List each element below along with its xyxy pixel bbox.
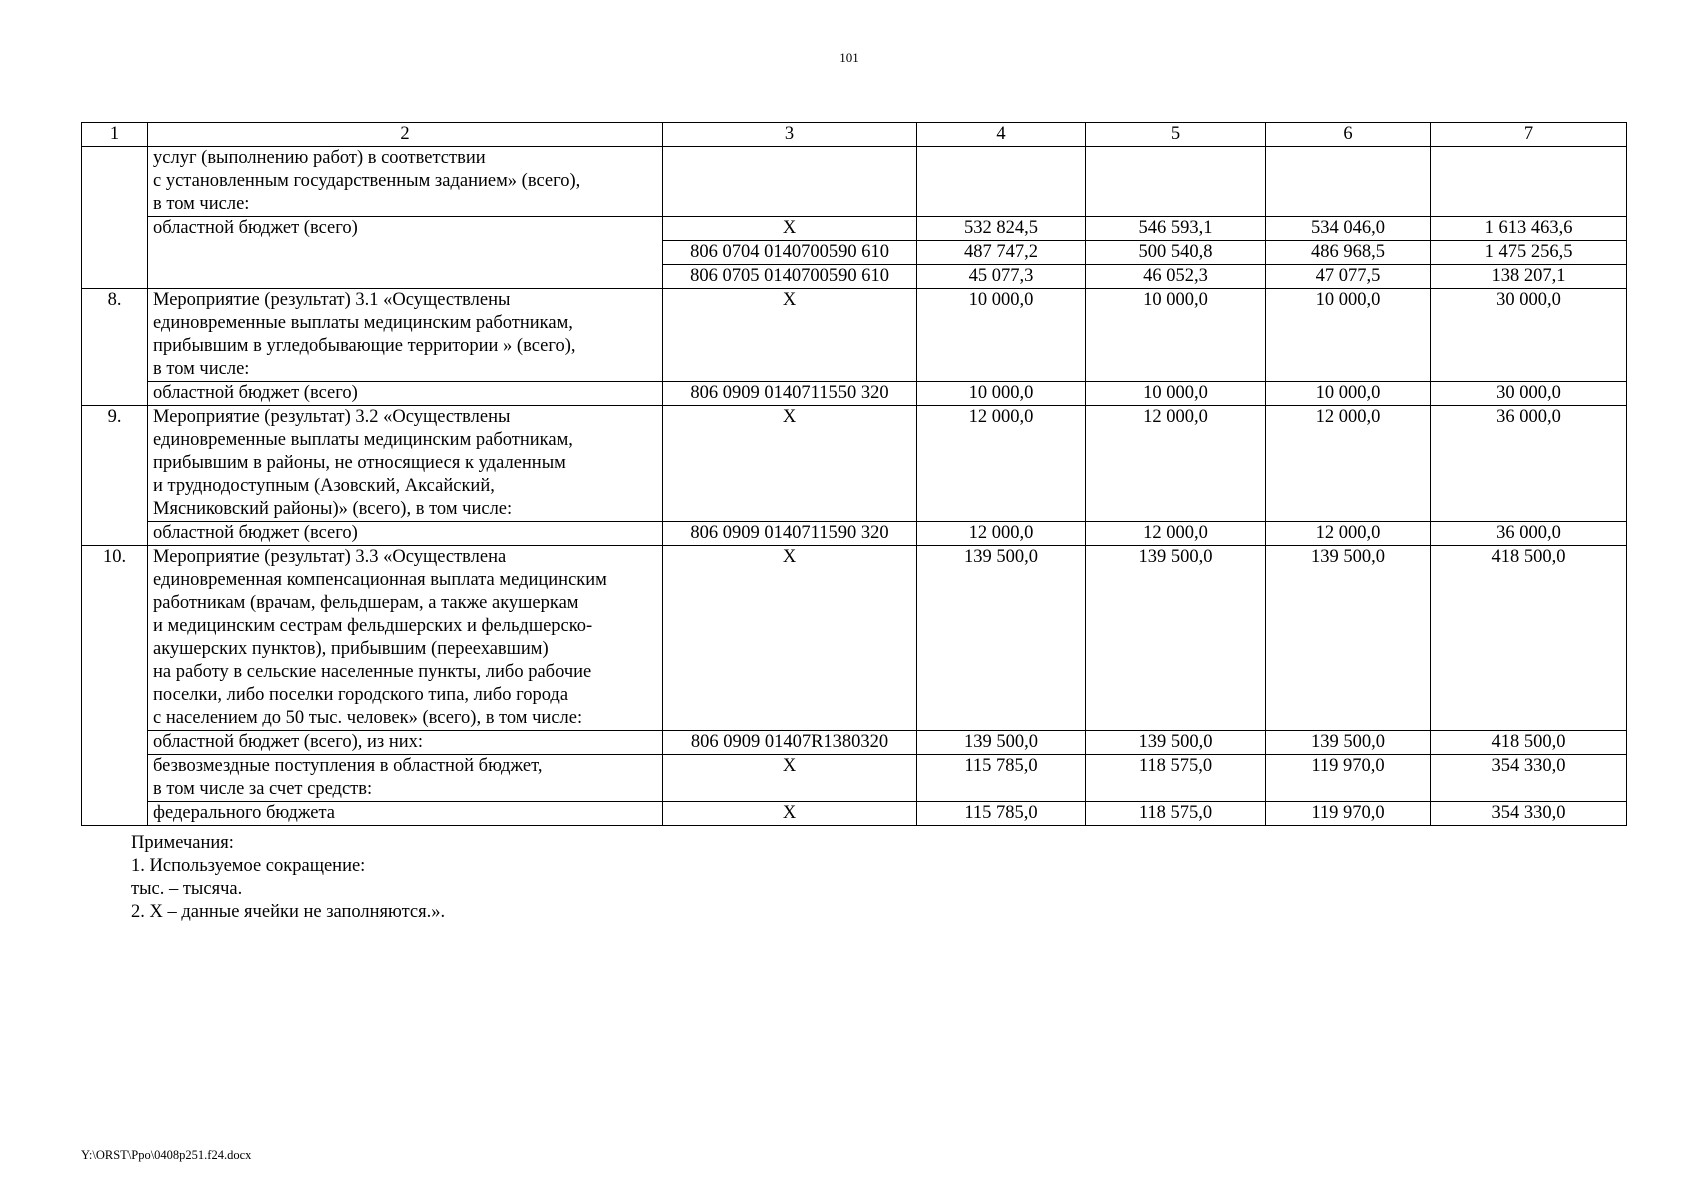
value-col-7: 418 500,0 bbox=[1431, 731, 1627, 755]
header-col-6: 6 bbox=[1266, 123, 1431, 147]
value-col-6: 12 000,0 bbox=[1266, 522, 1431, 546]
value-col-6: 139 500,0 bbox=[1266, 546, 1431, 731]
row-label: безвозмездные поступления в областной бюджет, в том числе за счет средств: bbox=[148, 755, 663, 802]
budget-code: 806 0704 0140700590 610 bbox=[663, 241, 917, 265]
row-number-cell bbox=[82, 147, 148, 289]
notes-line-2: тыс. – тысяча. bbox=[131, 879, 243, 899]
activity-title: Мероприятие (результат) 3.3 «Осуществлена единовременная компенсационная выплата медицинским работникам (врачам, фельдшерам, а также акушеркам и медицинским сестрам фельдшерских и фельдшерско- акушерских пунктов), прибывшим (переехавшим) на работу в сельские населенные пункты, либо рабочие поселки, либо поселки городского типа, либо города с населением до 50 тыс. человек» (всего), в том числе: bbox=[148, 546, 663, 731]
notes-block bbox=[131, 832, 445, 924]
row-label: областной бюджет (всего) bbox=[148, 217, 663, 289]
value-col-6: 139 500,0 bbox=[1266, 731, 1431, 755]
header-col-1: 1 bbox=[82, 123, 148, 147]
table-row bbox=[82, 802, 1627, 826]
value-col-6: 486 968,5 bbox=[1266, 241, 1431, 265]
value-col-6: 12 000,0 bbox=[1266, 406, 1431, 522]
table-row bbox=[82, 731, 1627, 755]
activity-title: Мероприятие (результат) 3.1 «Осуществлены единовременные выплаты медицинским работникам, прибывшим в угледобывающие территории » (всего), в том числе: bbox=[148, 289, 663, 382]
row-label: федерального бюджета bbox=[148, 802, 663, 826]
value-col-4: 12 000,0 bbox=[917, 522, 1086, 546]
value-col-7: 36 000,0 bbox=[1431, 522, 1627, 546]
budget-code: 806 0909 0140711590 320 bbox=[663, 522, 917, 546]
table-row bbox=[82, 755, 1627, 802]
value-col-7: 138 207,1 bbox=[1431, 265, 1627, 289]
table-row bbox=[82, 147, 1627, 217]
value-col-5: 118 575,0 bbox=[1086, 755, 1266, 802]
value-col-7: 354 330,0 bbox=[1431, 755, 1627, 802]
budget-code: X bbox=[663, 289, 917, 382]
row-label: областной бюджет (всего), из них: bbox=[148, 731, 663, 755]
notes-line-3: 2. X – данные ячейки не заполняются.». bbox=[131, 902, 446, 922]
table-row bbox=[82, 522, 1627, 546]
value-col-6: 10 000,0 bbox=[1266, 289, 1431, 382]
value-col-4: 139 500,0 bbox=[917, 731, 1086, 755]
budget-code: 806 0909 01407R1380320 bbox=[663, 731, 917, 755]
row-number: 10. bbox=[82, 546, 148, 826]
table-row bbox=[82, 546, 1627, 731]
value-col-7: 36 000,0 bbox=[1431, 406, 1627, 522]
value-col-4: 532 824,5 bbox=[917, 217, 1086, 241]
table-row bbox=[82, 382, 1627, 406]
table-header-row bbox=[82, 123, 1627, 147]
notes-line-1: 1. Используемое сокращение: bbox=[131, 856, 366, 876]
value-col-7: 1 613 463,6 bbox=[1431, 217, 1627, 241]
budget-code: X bbox=[663, 802, 917, 826]
budget-code: X bbox=[663, 406, 917, 522]
table-row bbox=[82, 406, 1627, 522]
value-col-7: 30 000,0 bbox=[1431, 289, 1627, 382]
budget-code: 806 0705 0140700590 610 bbox=[663, 265, 917, 289]
value-col-7: 1 475 256,5 bbox=[1431, 241, 1627, 265]
budget-code: 806 0909 0140711550 320 bbox=[663, 382, 917, 406]
table-row bbox=[82, 289, 1627, 382]
value-col-6: 119 970,0 bbox=[1266, 755, 1431, 802]
budget-table bbox=[81, 122, 1627, 826]
value-col-7: 30 000,0 bbox=[1431, 382, 1627, 406]
value-col-4: 115 785,0 bbox=[917, 755, 1086, 802]
value-col-4: 139 500,0 bbox=[917, 546, 1086, 731]
value-col-5: 139 500,0 bbox=[1086, 546, 1266, 731]
row-number: 9. bbox=[82, 406, 148, 546]
value-col-4: 10 000,0 bbox=[917, 289, 1086, 382]
page-number: 101 bbox=[839, 50, 859, 65]
value-col-4: 12 000,0 bbox=[917, 406, 1086, 522]
value-col-5: 10 000,0 bbox=[1086, 289, 1266, 382]
budget-code: X bbox=[663, 546, 917, 731]
row-label: областной бюджет (всего) bbox=[148, 382, 663, 406]
activity-title: Мероприятие (результат) 3.2 «Осуществлены единовременные выплаты медицинским работникам, прибывшим в районы, не относящиеся к удаленным и труднодоступным (Азовский, Аксайский, Мясниковский районы)» (всего), в том числе: bbox=[148, 406, 663, 522]
value-col-7: 354 330,0 bbox=[1431, 802, 1627, 826]
budget-code: X bbox=[663, 217, 917, 241]
value-col-5: 546 593,1 bbox=[1086, 217, 1266, 241]
header-col-4: 4 bbox=[917, 123, 1086, 147]
header-col-2: 2 bbox=[148, 123, 663, 147]
value-col-5: 500 540,8 bbox=[1086, 241, 1266, 265]
value-col-4: 45 077,3 bbox=[917, 265, 1086, 289]
notes-title: Примечания: bbox=[131, 833, 234, 853]
value-col-7: 418 500,0 bbox=[1431, 546, 1627, 731]
table-row bbox=[82, 217, 1627, 241]
value-col-6: 10 000,0 bbox=[1266, 382, 1431, 406]
value-col-5: 46 052,3 bbox=[1086, 265, 1266, 289]
header-col-7: 7 bbox=[1431, 123, 1627, 147]
value-col-6: 47 077,5 bbox=[1266, 265, 1431, 289]
value-col-6: 119 970,0 bbox=[1266, 802, 1431, 826]
value-col-5: 139 500,0 bbox=[1086, 731, 1266, 755]
activity-title: услуг (выполнению работ) в соответствии с установленным государственным заданием» (всего), в том числе: bbox=[148, 147, 663, 217]
value-col-5: 118 575,0 bbox=[1086, 802, 1266, 826]
value-col-4: 10 000,0 bbox=[917, 382, 1086, 406]
row-label: областной бюджет (всего) bbox=[148, 522, 663, 546]
value-col-5: 10 000,0 bbox=[1086, 382, 1266, 406]
value-col-4: 115 785,0 bbox=[917, 802, 1086, 826]
value-col-4: 487 747,2 bbox=[917, 241, 1086, 265]
budget-code: X bbox=[663, 755, 917, 802]
row-number: 8. bbox=[82, 289, 148, 406]
header-col-5: 5 bbox=[1086, 123, 1266, 147]
value-col-5: 12 000,0 bbox=[1086, 522, 1266, 546]
footer-file-path: Y:\ORST\Ppo\0408p251.f24.docx bbox=[81, 1148, 252, 1162]
value-col-6: 534 046,0 bbox=[1266, 217, 1431, 241]
header-col-3: 3 bbox=[663, 123, 917, 147]
value-col-5: 12 000,0 bbox=[1086, 406, 1266, 522]
